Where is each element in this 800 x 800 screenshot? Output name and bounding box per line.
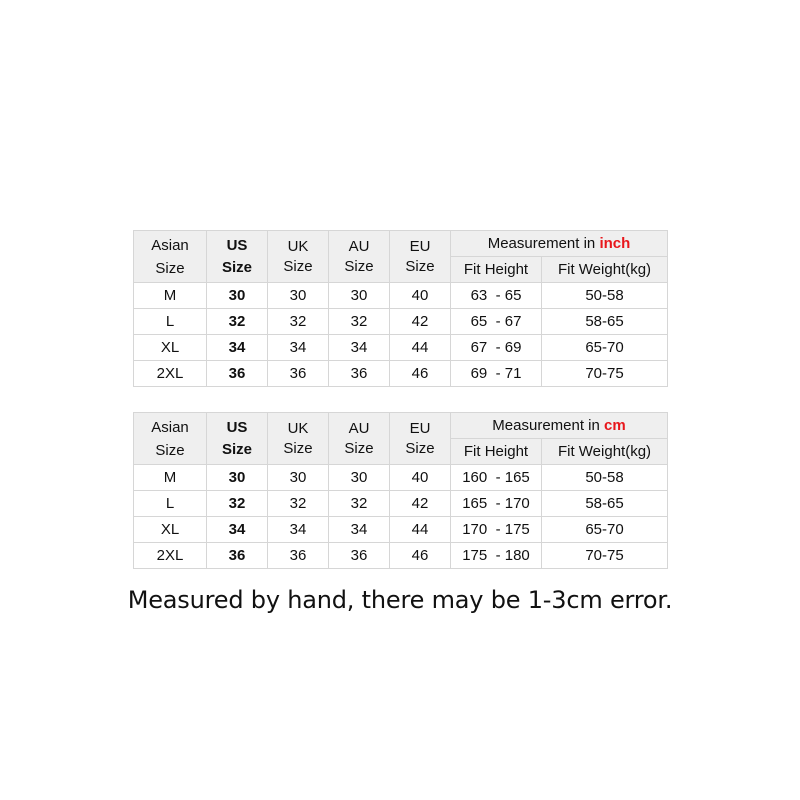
text: Measurement in [492, 417, 600, 434]
cell-us: 32 [207, 309, 268, 335]
cell-au: 32 [329, 491, 390, 517]
cell-asian: L [134, 309, 207, 335]
cell-asian: XL [134, 335, 207, 361]
cell-fit-height: 67 - 69 [451, 335, 542, 361]
cell-uk: 36 [268, 361, 329, 387]
cell-us: 36 [207, 361, 268, 387]
cell-fit-height: 160 - 165 [451, 465, 542, 491]
cell-au: 36 [329, 543, 390, 569]
text: Asian [151, 236, 189, 254]
cell-eu: 40 [390, 283, 451, 309]
text: UK [287, 419, 309, 437]
header-asian-size [134, 413, 207, 465]
size-table-inch [133, 230, 668, 387]
cell-uk: 32 [268, 309, 329, 335]
header-fit-height: Fit Height [451, 257, 542, 283]
header-row [134, 413, 668, 439]
header-asian-size [134, 231, 207, 283]
cell-au: 30 [329, 283, 390, 309]
header-eu-size [390, 231, 451, 283]
measurement-note: Measured by hand, there may be 1-3cm error. [127, 586, 673, 614]
cell-eu: 46 [390, 361, 451, 387]
text: EU [409, 237, 431, 255]
cell-fit-weight: 50-58 [542, 465, 668, 491]
header-uk-size [268, 231, 329, 283]
cell-asian: L [134, 491, 207, 517]
cell-us: 32 [207, 491, 268, 517]
text: Size [283, 257, 313, 275]
cell-uk: 32 [268, 491, 329, 517]
text: Size [155, 259, 185, 277]
cell-fit-weight: 65-70 [542, 517, 668, 543]
cell-au: 34 [329, 517, 390, 543]
table-row [134, 361, 668, 387]
cell-asian: M [134, 283, 207, 309]
cell-eu: 42 [390, 491, 451, 517]
cell-eu: 44 [390, 335, 451, 361]
cell-fit-height: 63 - 65 [451, 283, 542, 309]
cell-us: 36 [207, 543, 268, 569]
header-fit-weight: Fit Weight(kg) [542, 257, 668, 283]
cell-asian: 2XL [134, 361, 207, 387]
cell-fit-weight: 58-65 [542, 309, 668, 335]
cell-asian: M [134, 465, 207, 491]
text: Measurement in [487, 235, 596, 252]
table-row [134, 335, 668, 361]
measurement-unit: inch [599, 235, 631, 252]
text: US [226, 236, 248, 254]
header-uk-size [268, 413, 329, 465]
cell-asian: XL [134, 517, 207, 543]
cell-fit-height: 170 - 175 [451, 517, 542, 543]
text: Size [283, 439, 313, 457]
cell-fit-height: 175 - 180 [451, 543, 542, 569]
header-measurement [451, 413, 668, 439]
header-us-size [207, 231, 268, 283]
measurement-unit: cm [604, 417, 626, 434]
table-row [134, 543, 668, 569]
cell-eu: 44 [390, 517, 451, 543]
cell-uk: 36 [268, 543, 329, 569]
text: Asian [151, 418, 189, 436]
text: Size [344, 257, 374, 275]
text: EU [409, 419, 431, 437]
table-row [134, 491, 668, 517]
header-au-size [329, 231, 390, 283]
text: Size [221, 258, 252, 276]
table-row [134, 309, 668, 335]
cell-eu: 40 [390, 465, 451, 491]
cell-fit-weight: 58-65 [542, 491, 668, 517]
cell-au: 34 [329, 335, 390, 361]
size-table-cm [133, 412, 668, 569]
table-row [134, 283, 668, 309]
cell-us: 30 [207, 465, 268, 491]
header-measurement [451, 231, 668, 257]
text: Size [155, 441, 185, 459]
header-eu-size [390, 413, 451, 465]
cell-us: 34 [207, 517, 268, 543]
text: AU [348, 419, 370, 437]
text: US [226, 418, 248, 436]
table-row [134, 465, 668, 491]
cell-uk: 34 [268, 517, 329, 543]
text: Size [405, 257, 435, 275]
cell-us: 30 [207, 283, 268, 309]
cell-uk: 30 [268, 283, 329, 309]
table-row [134, 517, 668, 543]
header-row [134, 231, 668, 257]
header-fit-height: Fit Height [451, 439, 542, 465]
cell-eu: 46 [390, 543, 451, 569]
cell-us: 34 [207, 335, 268, 361]
cell-fit-weight: 65-70 [542, 335, 668, 361]
cell-fit-weight: 70-75 [542, 543, 668, 569]
cell-fit-weight: 50-58 [542, 283, 668, 309]
cell-fit-height: 69 - 71 [451, 361, 542, 387]
text: Size [221, 440, 252, 458]
cell-fit-weight: 70-75 [542, 361, 668, 387]
cell-au: 30 [329, 465, 390, 491]
text: Size [405, 439, 435, 457]
cell-uk: 34 [268, 335, 329, 361]
cell-eu: 42 [390, 309, 451, 335]
header-us-size [207, 413, 268, 465]
header-fit-weight: Fit Weight(kg) [542, 439, 668, 465]
header-au-size [329, 413, 390, 465]
cell-uk: 30 [268, 465, 329, 491]
cell-fit-height: 165 - 170 [451, 491, 542, 517]
cell-au: 32 [329, 309, 390, 335]
text: UK [287, 237, 309, 255]
text: Size [344, 439, 374, 457]
cell-fit-height: 65 - 67 [451, 309, 542, 335]
text: AU [348, 237, 370, 255]
cell-asian: 2XL [134, 543, 207, 569]
cell-au: 36 [329, 361, 390, 387]
